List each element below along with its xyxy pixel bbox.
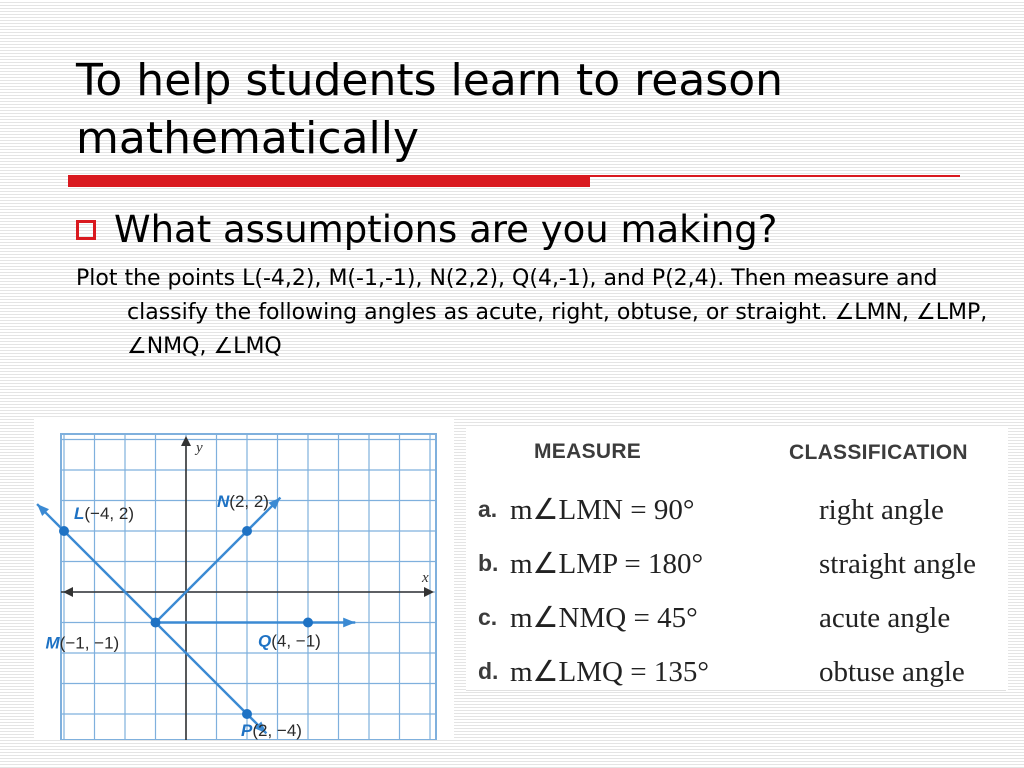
row-label: a.: [478, 496, 498, 522]
angle-classification: right angle: [819, 494, 944, 526]
table-row: [466, 596, 1008, 646]
angle-measure: m∠LMP = 180°: [510, 548, 704, 580]
coordinate-graph: [34, 418, 454, 740]
label-M: M(−1, −1): [45, 633, 120, 653]
label-P: P(2, −4): [241, 721, 302, 740]
point-N: [242, 526, 252, 536]
point-L: [59, 526, 69, 536]
angle-measure: m∠NMQ = 45°: [510, 602, 698, 634]
classification-header: CLASSIFICATION: [789, 441, 968, 464]
angle-classification: obtuse angle: [819, 656, 965, 688]
angle-table: [466, 426, 1008, 692]
graph-grid: [61, 434, 436, 740]
row-label: b.: [478, 550, 499, 576]
angle-measure: m∠LMN = 90°: [510, 494, 695, 526]
point-M: [151, 618, 161, 628]
table-row: [466, 488, 1008, 538]
table-divider: [466, 690, 1006, 691]
x-axis-label: x: [422, 570, 429, 586]
point-Q: [303, 618, 313, 628]
measure-header: MEASURE: [534, 440, 642, 463]
angle-classification: acute angle: [819, 602, 951, 634]
point-P: [242, 709, 252, 719]
square-bullet-icon: [76, 220, 96, 240]
angle-classification: straight angle: [819, 548, 977, 580]
row-label: d.: [478, 658, 499, 684]
label-L: L(−4, 2): [74, 504, 134, 523]
grid-frame: [61, 434, 436, 740]
angle-measure: m∠LMQ = 135°: [510, 656, 709, 688]
table-row: [466, 542, 1008, 592]
table-row: [466, 650, 1008, 700]
bullet-text: What assumptions are you making?: [114, 208, 778, 251]
bullet-item: [76, 204, 777, 256]
problem-statement: Plot the points L(-4,2), M(-1,-1), N(2,2), Q(4,-1), and P(2,4). Then measure and classify the following angles as acute, right, obtuse, or straight. ∠LMN, ∠LMP, ∠NMQ, ∠LMQ: [76, 266, 988, 359]
title-underline-thick: [68, 175, 590, 187]
label-N: N(2, 2): [217, 492, 269, 511]
row-label: c.: [478, 604, 498, 630]
coordinate-graph-panel: [34, 418, 454, 740]
slide-title: To help students learn to reason mathematically: [76, 55, 784, 164]
y-axis-label: y: [196, 440, 203, 456]
label-Q: Q(4, −1): [258, 631, 321, 651]
title-underline-thin: [590, 175, 960, 177]
